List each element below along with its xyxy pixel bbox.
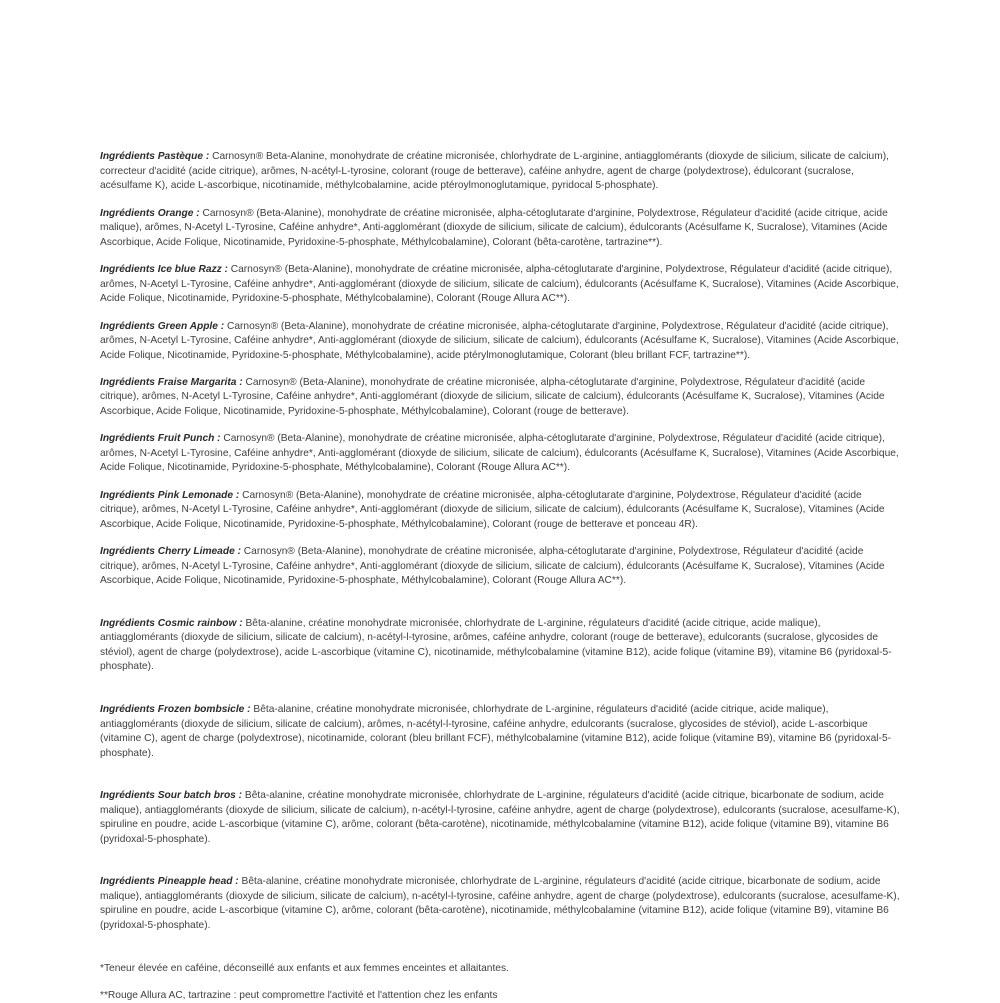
ingredient-section-body: Bêta-alanine, créatine monohydrate micronisée, chlorhydrate de L-arginine, régulateurs d'acidité (acide citrique, bicarbonate de sodium, acide malique), antiagglomérants (dioxyde de silicium, silicate de calcium), n-acétyl-l-tyrosine, caféine anhydre, agent de charge (polydextrose), edulcorants (sucralose, acesulfame-K), spiruline en poudre, acide L-ascorbique (vitamine C), arôme, colorant (bêta-carotène), nicotinamide, méthylcobalamine (vitamine B12), acide folique (vitamine B9), vitamine B6 (pyridoxal-5-phosphate). xyxy=(100,876,900,931)
ingredient-section xyxy=(100,875,900,933)
ingredient-section-body: Carnosyn® Beta-Alanine, monohydrate de créatine micronisée, chlorhydrate de L-arginine, antiagglomérants (dioxyde de silicium, silicate de calcium), correcteur d'acidité (acide citrique), arômes, N-acétyl-L-tyrosine, colorant (rouge de betterave), caféine anhydre, agent de charge (polydextrose), édulcorant (sucralose, acésulfame K), acide L-ascorbique, nicotinamide, méthylcobalamine, acide ptéroylmonoglutamique, pyridocal 5-phosphate). xyxy=(100,151,889,192)
section-spacer xyxy=(100,946,900,951)
section-spacer xyxy=(100,774,900,779)
ingredient-section-title: Ingrédients Green Apple : xyxy=(100,320,225,332)
ingredient-section-title: Ingrédients Pineapple head : xyxy=(100,876,239,888)
ingredient-section-body: Bêta-alanine, créatine monohydrate micronisée, chlorhydrate de L-arginine, régulateurs d'acidité (acide citrique, bicarbonate de sodium, acide malique), antiagglomérants (dioxyde de silicium, silicate de calcium), n-acétyl-l-tyrosine, caféine anhydre, agent de charge (polydextrose), edulcorants (sucralose, acesulfame-K), spiruline en poudre, acide L-ascorbique (vitamine C), arôme, colorant (bêta-carotène), nicotinamide, méthylcobalamine (vitamine B12), acide folique (vitamine B9), vitamine B6 (pyridoxal-5-phosphate). xyxy=(100,790,900,845)
ingredient-section-title: Ingrédients Orange : xyxy=(100,207,200,219)
ingredient-section-title: Ingrédients Sour batch bros : xyxy=(100,790,243,802)
ingredients-document xyxy=(100,140,900,1003)
ingredient-section-body: Bêta-alanine, créatine monohydrate micronisée, chlorhydrate de L-arginine, régulateurs d'acidité (acide citrique, acide malique), antiagglomérants (dioxyde de silicium, silicate de calcium), n-acétyl-l-tyrosine, arômes, caféine anhydre, colorant (rouge de betterave), edulcorants (sucralose, glycosides de stéviol), agent de charge (polydextrose), acide L-ascorbique (vitamine C), nicotinamide, méthylcobalamine (vitamine B12), acide folique (vitamine B9), vitamine B6 (pyridoxal-5-phosphate). xyxy=(100,618,892,673)
ingredient-section-body: Carnosyn® (Beta-Alanine), monohydrate de créatine micronisée, alpha-cétoglutarate d'arginine, Polydextrose, Régulateur d'acidité (acide citrique), arômes, N-Acetyl L-Tyrosine, Caféine anhydre*, Anti-agglomérant (dioxyde de silicium, silicate de calcium), édulcorants (Acésulfame K, Sucralose), Vitamines (Acide Ascorbique, Acide Folique, Nicotinamide, Pyridoxine-5-phosphate, Méthylcobalamine), Colorant (rouge de betterave et ponceau 4R). xyxy=(100,489,885,530)
ingredient-section-body: Carnosyn® (Beta-Alanine), monohydrate de créatine micronisée, alpha-cétoglutarate d'arginine, Polydextrose, Régulateur d'acidité (acide citrique, acide malique), arômes, N-Acetyl L-Tyrosine, Caféine anhydre*, Anti-agglomérant (dioxyde de silicium, silicate de calcium), édulcorants (Acésulfame K, Sucralose), Vitamines (Acide Ascorbique, Acide Folique, Nicotinamide, Pyridoxine-5-phosphate, Méthylcobalamine), Colorant (bêta-carotène, tartrazine**). xyxy=(100,207,888,248)
ingredient-section xyxy=(100,617,900,675)
ingredient-section-title: Ingrédients Ice blue Razz : xyxy=(100,264,228,276)
ingredient-section-title: Ingrédients Cherry Limeade : xyxy=(100,546,241,558)
ingredient-section-body: Carnosyn® (Beta-Alanine), monohydrate de créatine micronisée, alpha-cétoglutarate d'arginine, Polydextrose, Régulateur d'acidité (acide citrique), arômes, N-Acetyl L-Tyrosine, Caféine anhydre*, Anti-agglomérant (dioxyde de silicium, silicate de calcium), édulcorants (Acésulfame K, Sucralose), Vitamines (Acide Ascorbique, Acide Folique, Nicotinamide, Pyridoxine-5-phosphate, Méthylcobalamine), Colorant (rouge de betterave). xyxy=(100,377,885,417)
ingredient-section xyxy=(100,376,900,419)
ingredient-section-title: Ingrédients Pastèque : xyxy=(100,151,210,163)
ingredient-section-body: Bêta-alanine, créatine monohydrate micronisée, chlorhydrate de L-arginine, régulateurs d'acidité (acide citrique, acide malique), antiagglomérants (dioxyde de silicium, silicate de calcium), arômes, n-acétyl-l-tyrosine, caféine anhydre, edulcorants (sucralose, glycosides de stéviol), acide L-ascorbique (vitamine C), agent de charge (polydextrose), nicotinamide, colorant (bleu brillant FCF), méthylcobalamine (vitamine B12), acide folique (vitamine B9), vitamine B6 (pyridoxal-5-phosphate). xyxy=(100,704,892,759)
ingredient-section-title: Ingrédients Fruit Punch : xyxy=(100,433,221,445)
footnote-caffeine: *Teneur élevée en caféine, déconseillé aux enfants et aux femmes enceintes et allaitantes. xyxy=(100,962,509,974)
section-spacer xyxy=(100,688,900,693)
ingredient-section xyxy=(100,489,900,532)
footnote-colorants: **Rouge Allura AC, tartrazine : peut compromettre l'activité et l'attention chez les enfants xyxy=(100,989,498,1001)
ingredient-section xyxy=(100,789,900,847)
ingredient-section xyxy=(100,263,900,306)
ingredient-section xyxy=(100,703,900,761)
section-spacer xyxy=(100,860,900,865)
ingredient-section-title: Ingrédients Fraise Margarita : xyxy=(100,377,243,388)
ingredient-section xyxy=(100,320,900,363)
section-spacer xyxy=(100,602,900,607)
ingredient-section-title: Ingrédients Frozen bombsicle : xyxy=(100,704,251,716)
ingredient-section-body: Carnosyn® (Beta-Alanine), monohydrate de créatine micronisée, alpha-cétoglutarate d'arginine, Polydextrose, Régulateur d'acidité (acide citrique), arômes, N-Acetyl L-Tyrosine, Caféine anhydre*, Anti-agglomérant (dioxyde de silicium, silicate de calcium), édulcorants (Acésulfame K, Sucralose), Vitamines (Acide Ascorbique, Acide Folique, Nicotinamide, Pyridoxine-5-phosphate, Méthylcobalamine), Colorant (Rouge Allura AC**). xyxy=(100,264,899,305)
ingredient-section xyxy=(100,545,900,588)
ingredient-section-body: Carnosyn® (Beta-Alanine), monohydrate de créatine micronisée, alpha-cétoglutarate d'arginine, Polydextrose, Régulateur d'acidité (acide citrique), arômes, N-Acetyl L-Tyrosine, Caféine anhydre*, Anti-agglomérant (dioxyde de silicium, silicate de calcium), édulcorants (Acésulfame K, Sucralose), Vitamines (Acide Ascorbique, Acide Folique, Nicotinamide, Pyridoxine-5-phosphate, Méthylcobalamine), Colorant (Rouge Allura AC**). xyxy=(100,433,899,474)
ingredient-section-body: Carnosyn® (Beta-Alanine), monohydrate de créatine micronisée, alpha-cétoglutarate d'arginine, Polydextrose, Régulateur d'acidité (acide citrique), arômes, N-Acetyl L-Tyrosine, Caféine anhydre*, Anti-agglomérant (dioxyde de silicium, silicate de calcium), édulcorants (Acésulfame K, Sucralose), Vitamines (Acide Ascorbique, Acide Folique, Nicotinamide, Pyridoxine-5-phosphate, Méthylcobalamine), Colorant (Rouge Allura AC**). xyxy=(100,546,885,587)
ingredient-section xyxy=(100,207,900,250)
ingredient-section-title: Ingrédients Pink Lemonade : xyxy=(100,489,240,501)
ingredient-section xyxy=(100,432,900,475)
ingredient-section-title: Ingrédients Cosmic rainbow : xyxy=(100,618,243,629)
ingredient-section-body: Carnosyn® (Beta-Alanine), monohydrate de créatine micronisée, alpha-cétoglutarate d'arginine, Polydextrose, Régulateur d'acidité (acide citrique), arômes, N-Acetyl L-Tyrosine, Caféine anhydre*, Anti-agglomérant (dioxyde de silicium, silicate de calcium), édulcorants (Acésulfame K, Sucralose), Vitamines (Acide Ascorbique, Acide Folique, Nicotinamide, Pyridoxine-5-phosphate, Méthylcobalamine), acide ptérylmonoglutamique, Colorant (bleu brillant FCF, tartrazine**). xyxy=(100,320,899,361)
ingredient-section xyxy=(100,150,900,193)
